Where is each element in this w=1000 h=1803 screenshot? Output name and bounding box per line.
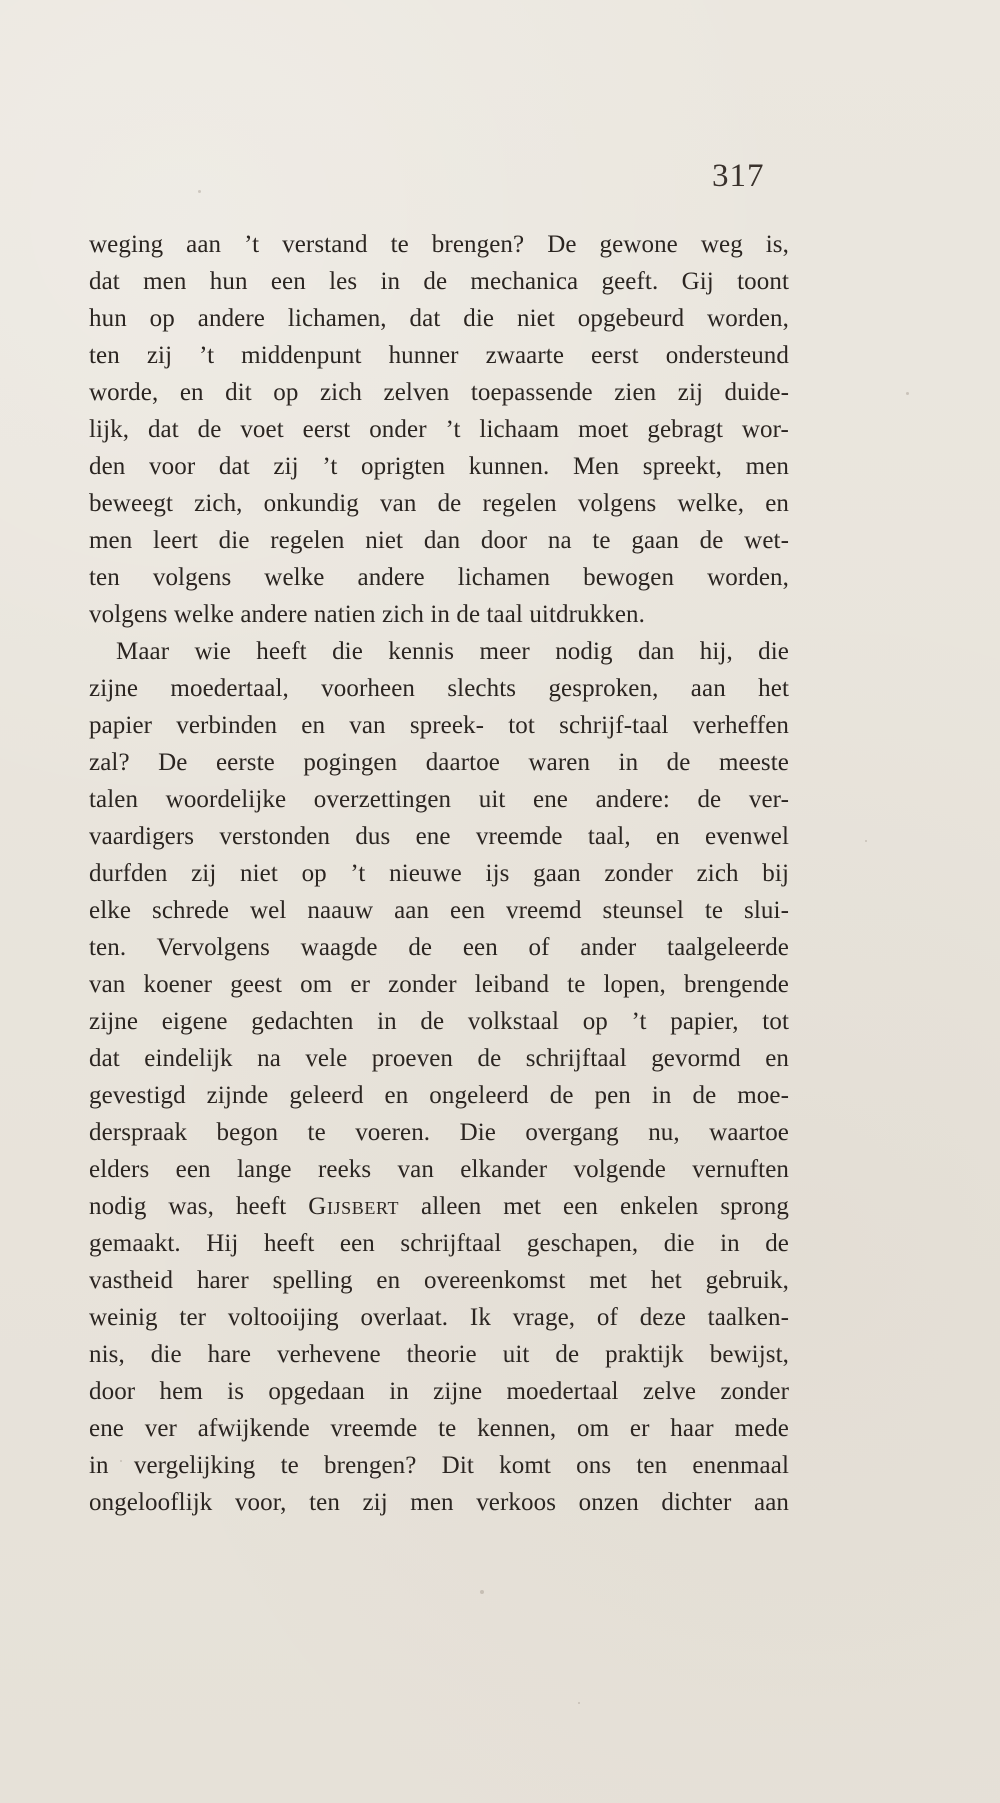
text-line: derspraak begon te voeren. Die overgang nu, waartoe (89, 1119, 789, 1146)
text-line: zal? De eerste pogingen daartoe waren in de meeste (89, 749, 789, 776)
text-line: ongelooflijk voor, ten zij men verkoos onzen dichter aan (89, 1489, 789, 1516)
text-line: dat men hun een les in de mechanica geeft. Gij toont (89, 268, 789, 295)
text-line: talen woordelijke overzettingen uit ene andere: de ver- (89, 786, 789, 813)
text-line: vaardigers verstonden dus ene vreemde taal, en evenwel (89, 823, 789, 850)
text-line: van koener geest om er zonder leiband te lopen, brengende (89, 971, 789, 998)
text-line: weinig ter voltooijing overlaat. Ik vrage, of deze taalken- (89, 1304, 789, 1331)
proper-name-gijsbert: Gijsbert (308, 1193, 400, 1220)
text-line: den voor dat zij ’t oprigten kunnen. Men spreekt, men (89, 453, 789, 480)
text-line: nis, die hare verhevene theorie uit de praktijk bewijst, (89, 1341, 789, 1368)
text-line-with-name (89, 1188, 789, 1225)
text-line: in vergelijking te brengen? Dit komt ons ten enenmaal (89, 1452, 789, 1479)
paper-speck (578, 1702, 580, 1704)
paragraph-start-line: Maar wie heeft die kennis meer nodig dan hij, die (116, 638, 789, 665)
text-line: lijk, dat de voet eerst onder ’t lichaam moet gebragt wor- (89, 416, 789, 443)
text-line: dat eindelijk na vele proeven de schrijftaal gevormd en (89, 1045, 789, 1072)
paper-speck (865, 840, 867, 842)
text-line: vastheid harer spelling en overeenkomst met het gebruik, (89, 1267, 789, 1294)
text-line: ene ver afwijkende vreemde te kennen, om er haar mede (89, 1415, 789, 1442)
text-line: zijne eigene gedachten in de volkstaal op ’t papier, tot (89, 1008, 789, 1035)
text-fragment: nodig was, heeft (89, 1193, 309, 1220)
page-number: 317 (712, 158, 765, 194)
text-line: weging aan ’t verstand te brengen? De gewone weg is, (89, 231, 789, 258)
paper-speck (906, 392, 909, 395)
text-line: gevestigd zijnde geleerd en ongeleerd de pen in de moe- (89, 1082, 789, 1109)
text-line: zijne moedertaal, voorheen slechts gesproken, aan het (89, 675, 789, 702)
body-text (89, 226, 789, 1521)
text-line: durfden zij niet op ’t nieuwe ijs gaan zonder zich bij (89, 860, 789, 887)
text-line: worde, en dit op zich zelven toepassende zien zij duide- (89, 379, 789, 406)
text-line: elke schrede wel naauw aan een vreemd steunsel te slui- (89, 897, 789, 924)
text-line: papier verbinden en van spreek- tot schrijf-taal verheffen (89, 712, 789, 739)
paper-speck (198, 190, 201, 193)
text-line: elders een lange reeks van elkander volgende vernuften (89, 1156, 789, 1183)
text-line: ten volgens welke andere lichamen bewogen worden, (89, 564, 789, 591)
text-line: men leert die regelen niet dan door na te gaan de wet- (89, 527, 789, 554)
paper-speck (480, 1590, 484, 1594)
text-line: hun op andere lichamen, dat die niet opgebeurd worden, (89, 305, 789, 332)
text-fragment: alleen met een enkelen sprong (399, 1193, 789, 1220)
text-line: volgens welke andere natien zich in de taal uitdrukken. (89, 601, 645, 628)
text-line: door hem is opgedaan in zijne moedertaal zelve zonder (89, 1378, 789, 1405)
text-line: gemaakt. Hij heeft een schrijftaal geschapen, die in de (89, 1230, 789, 1257)
text-line: beweegt zich, onkundig van de regelen volgens welke, en (89, 490, 789, 517)
text-line: ten. Vervolgens waagde de een of ander taalgeleerde (89, 934, 789, 961)
text-line: ten zij ’t middenpunt hunner zwaarte eerst ondersteund (89, 342, 789, 369)
